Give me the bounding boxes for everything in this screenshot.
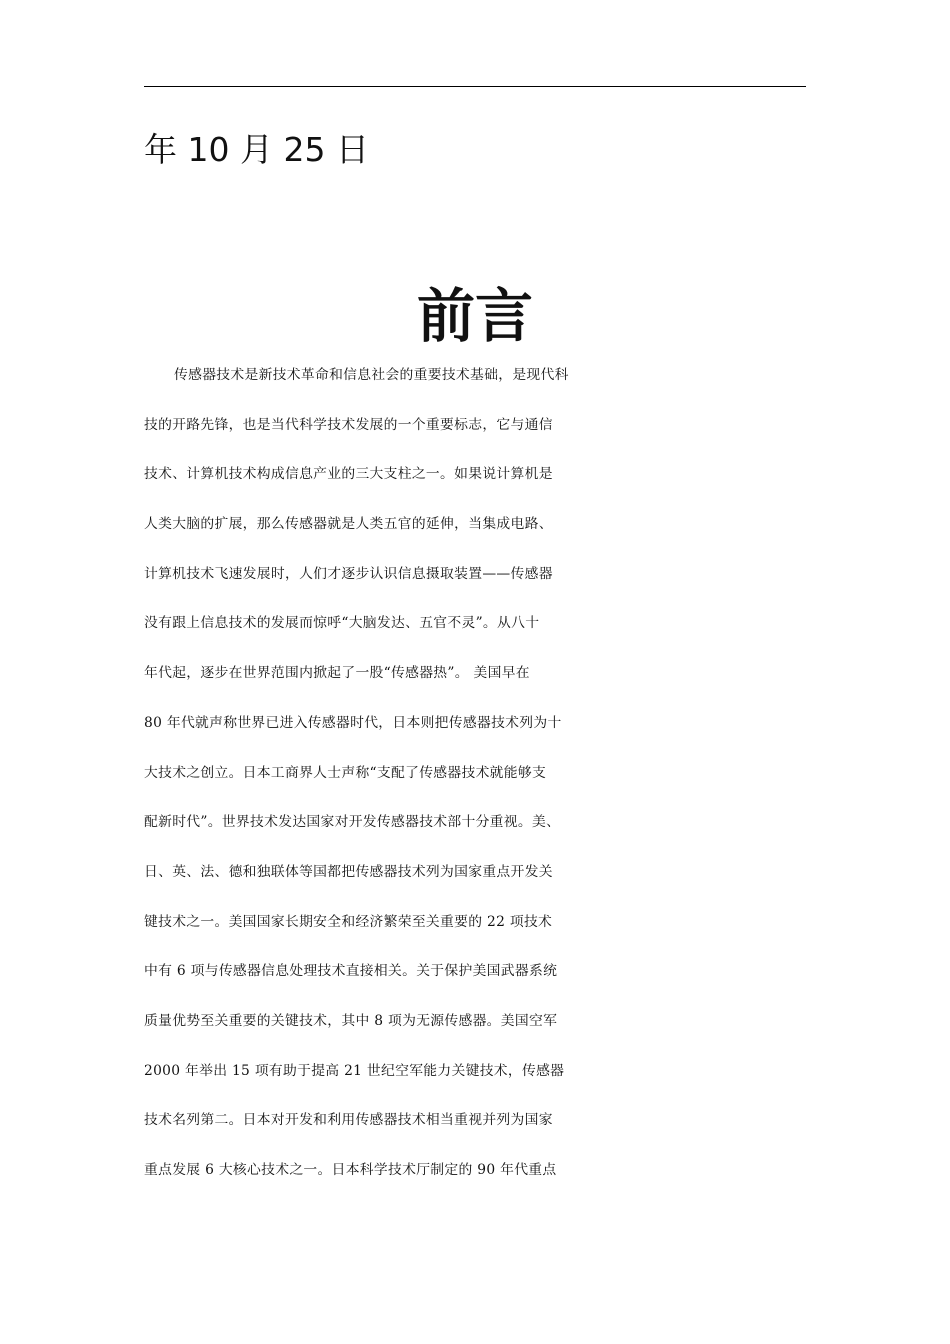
paragraph-line: 技术、计算机技术构成信息产业的三大支柱之一。如果说计算机是	[144, 466, 553, 483]
paragraph-line: 技的开路先锋，也是当代科学技术发展的一个重要标志，它与通信	[144, 416, 553, 433]
page-title: 前言	[416, 282, 533, 350]
paragraph-line: 年代起，逐步在世界范围内掀起了一股“传感器热”。 美国早在	[144, 665, 530, 682]
paragraph-line: 人类大脑的扩展，那么传感器就是人类五官的延伸，当集成电路、	[144, 516, 553, 533]
paragraph-line: 中有 6 项与传感器信息处理技术直接相关。关于保护美国武器系统	[144, 963, 558, 980]
paragraph-line: 日、英、法、德和独联体等国都把传感器技术列为国家重点开发关	[144, 863, 553, 880]
header-rule	[144, 86, 806, 87]
paragraph-line: 80 年代就声称世界已进入传感器时代，日本则把传感器技术列为十	[144, 714, 562, 731]
paragraph-line: 配新时代”。世界技术发达国家对开发传感器技术部十分重视。美、	[144, 814, 561, 831]
paragraph-line: 传感器技术是新技术革命和信息社会的重要技术基础，是现代科	[174, 367, 569, 383]
paragraph-line: 大技术之创立。日本工商界人士声称“支配了传感器技术就能够支	[144, 764, 547, 781]
date-heading: 年 10 月 25 日	[144, 130, 369, 169]
paragraph-line: 技术名列第二。日本对开发和利用传感器技术相当重视并列为国家	[144, 1112, 553, 1129]
body-paragraph	[144, 351, 844, 1196]
paragraph-line: 2000 年举出 15 项有助于提高 21 世纪空军能力关键技术，传感器	[144, 1062, 565, 1079]
paragraph-line: 键技术之一。美国国家长期安全和经济繁荣至关重要的 22 项技术	[144, 913, 553, 930]
paragraph-line: 重点发展 6 大核心技术之一。日本科学技术厅制定的 90 年代重点	[144, 1162, 557, 1178]
paragraph-line: 计算机技术飞速发展时，人们才逐步认识信息摄取装置——传感器	[144, 565, 553, 582]
paragraph-line: 没有跟上信息技术的发展而惊呼“大脑发达、五官不灵”。从八十	[144, 615, 540, 632]
paragraph-line: 质量优势至关重要的关键技术，其中 8 项为无源传感器。美国空军	[144, 1012, 558, 1029]
